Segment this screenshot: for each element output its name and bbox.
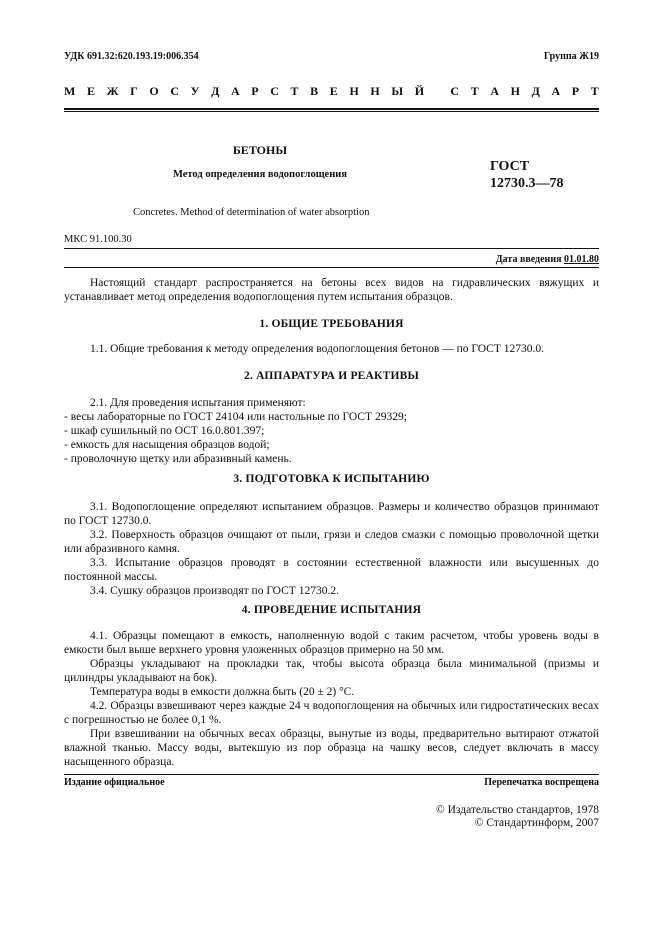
banner-letter: М xyxy=(64,84,76,98)
banner-letter: Й xyxy=(414,84,425,98)
gost-designation xyxy=(490,158,564,192)
banner-letter: В xyxy=(310,84,319,98)
document-title: БЕТОНЫ xyxy=(232,143,288,157)
banner-letter: Е xyxy=(86,84,95,98)
title-rule xyxy=(64,248,599,249)
banner-letter: С xyxy=(450,84,460,98)
intro-paragraph xyxy=(64,276,599,304)
paragraph-3-4: 3.4. Сушку образцов производят по ГОСТ 12730.2. xyxy=(90,585,339,597)
banner-letter xyxy=(436,84,439,99)
paragraph-3-1: 3.1. Водопоглощение определяют испытанием образцов. Размеры и количество образцов принимают по ГОСТ 12730.0. xyxy=(64,501,599,527)
footer-rule xyxy=(64,774,599,775)
introduction-date-value: 01.01.80 xyxy=(564,254,599,265)
interstate-standard-banner xyxy=(64,84,599,99)
banner-letter: Р xyxy=(571,84,580,98)
paragraph-3-3: 3.3. Испытание образцов проводят в состоянии естественной влажности или высушенных до постоянной массы. xyxy=(64,557,599,583)
banner-letter: Р xyxy=(251,84,259,98)
banner-letter: Д xyxy=(531,84,540,98)
banner-letter: Г xyxy=(130,84,138,98)
copyright-2007: © Стандартинформ, 2007 xyxy=(474,817,599,829)
introduction-date-label: Дата введения xyxy=(495,254,562,265)
banner-letter: Т xyxy=(470,84,479,98)
section-3-heading: 3. ПОДГОТОВКА К ИСПЫТАНИЮ xyxy=(233,473,430,485)
paragraph-3-2: 3.2. Поверхность образцов очищают от пыли, грязи и следов смазки с помощью проволочной щетки или абразивного камня. xyxy=(64,529,599,555)
reprint-notice: Перепечатка воспрещена xyxy=(484,777,599,788)
udk-code: УДК 691.32:620.193.19:006.354 xyxy=(64,51,199,62)
introduction-date xyxy=(496,254,599,265)
section-2-body xyxy=(64,396,599,466)
banner-letter: Т xyxy=(290,84,299,98)
banner-letter: А xyxy=(551,84,561,98)
banner-letter: А xyxy=(230,84,240,98)
date-rule xyxy=(64,267,599,268)
banner-letter: Н xyxy=(370,84,380,98)
section-1-body xyxy=(64,342,599,356)
banner-letter: С xyxy=(170,84,179,98)
header-rule-thin xyxy=(64,111,599,112)
banner-letter: У xyxy=(190,84,200,98)
banner-letter: Д xyxy=(211,84,220,98)
section-1-heading: 1. ОБЩИЕ ТРЕБОВАНИЯ xyxy=(259,318,404,330)
banner-letter: Ж xyxy=(106,84,119,98)
document-subtitle: Метод определения водопоглощения xyxy=(172,169,347,180)
equipment-item: - шкаф сушильный по ОСТ 16.0.801.397; xyxy=(64,425,265,437)
official-edition: Издание официальное xyxy=(64,777,165,788)
section-3-body xyxy=(64,500,599,598)
banner-letter: Е xyxy=(329,84,338,98)
mks-code: МКС 91.100.30 xyxy=(64,234,132,245)
banner-letter: Ы xyxy=(391,84,404,98)
paragraph-4-2b: При взвешивании на обычных весах образцы, вынутые из воды, предварительно вытирают отжатой влажной тканью. Массу воды, вытекшую из пор образца на чашку весов, следует включать в массу насыщенного образца. xyxy=(64,728,599,768)
banner-letter: Н xyxy=(349,84,359,98)
paragraph-4-1b: Образцы укладывают на прокладки так, чтобы высота образца была минимальной (призмы и цилиндры укладывают на бок). xyxy=(64,658,599,684)
intro-text: Настоящий стандарт распространяется на бетоны всех видов на гидравлических вяжущих и устанавливает метод определения водопоглощения путем испытания образцов. xyxy=(64,277,599,303)
paragraph-4-1c: Температура воды в емкости должна быть (20 ± 2) °С. xyxy=(90,686,355,698)
paragraph-4-2: 4.2. Образцы взвешивают через каждые 24 ч водопоглощения на обычных или гидростатических весах с погрешностью не более 0,1 %. xyxy=(64,700,599,726)
paragraph-2-1: 2.1. Для проведения испытания применяют: xyxy=(90,397,306,409)
equipment-item: - весы лабораторные по ГОСТ 24104 или настольные по ГОСТ 29329; xyxy=(64,411,407,423)
equipment-item: - проволочную щетку или абразивный камень. xyxy=(64,453,292,465)
banner-letter: А xyxy=(490,84,499,98)
gost-label: ГОСТ xyxy=(490,159,530,174)
group-code: Группа Ж19 xyxy=(543,51,599,62)
gost-number: 12730.3—78 xyxy=(490,176,564,191)
header-rule-thick xyxy=(64,108,599,110)
section-4-heading: 4. ПРОВЕДЕНИЕ ИСПЫТАНИЯ xyxy=(241,604,422,616)
copyright-1978: © Издательство стандартов, 1978 xyxy=(435,804,599,816)
banner-letter: Т xyxy=(590,84,599,98)
banner-letter: С xyxy=(270,84,279,98)
banner-letter: О xyxy=(149,84,159,98)
english-title: Concretes. Method of determination of water absorption xyxy=(133,207,370,218)
paragraph-1-1: 1.1. Общие требования к методу определения водопоглощения бетонов — по ГОСТ 12730.0. xyxy=(90,343,544,355)
paragraph-4-1: 4.1. Образцы помещают в емкость, наполненную водой с таким расчетом, чтобы уровень воды в емкости был выше верхнего уровня уложенных образцов примерно на 50 мм. xyxy=(64,630,599,656)
section-4-body xyxy=(64,629,599,769)
equipment-item: - емкость для насыщения образцов водой; xyxy=(64,439,270,451)
banner-letter: Н xyxy=(510,84,520,98)
section-2-heading: 2. АППАРАТУРА И РЕАКТИВЫ xyxy=(244,370,419,382)
